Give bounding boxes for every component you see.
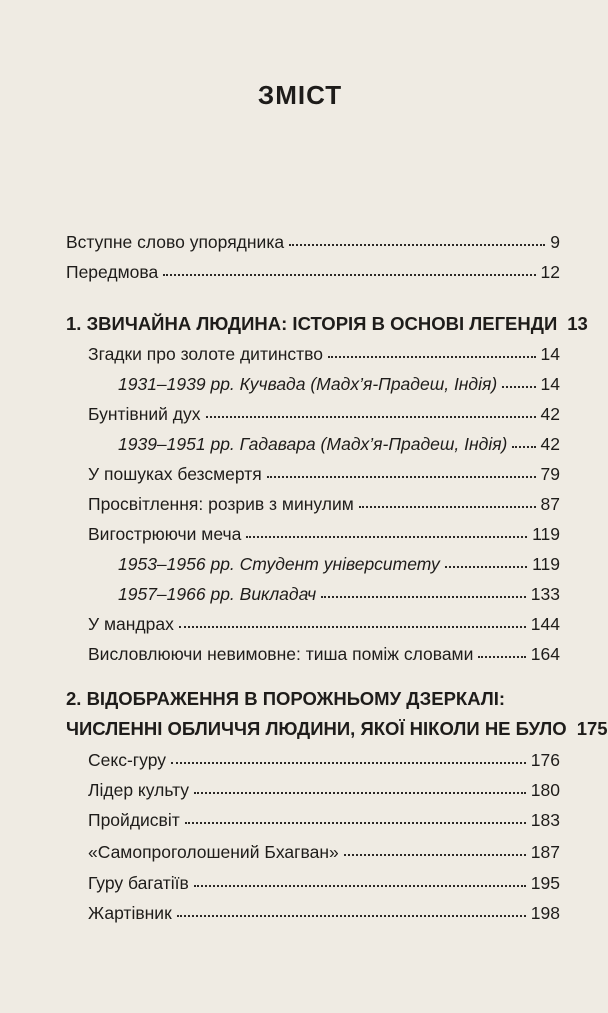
toc-page-number: 187: [530, 842, 560, 862]
leader-dots: [171, 758, 526, 764]
toc-entry-label: Секс-гуру: [88, 750, 167, 770]
toc-entry-label: Пройдисвіт: [88, 810, 180, 830]
toc-entry-label: Гуру багатіїв: [88, 873, 189, 893]
toc-entry[interactable]: [88, 344, 560, 365]
leader-dots: [179, 622, 526, 628]
leader-dots: [359, 502, 536, 508]
leader-dots: [267, 472, 536, 478]
toc-page-number: 14: [540, 344, 560, 364]
toc-entry-label: 1931–1939 рр. Кучвада (Мадх’я-Прадеш, Індія): [118, 374, 498, 394]
toc-page-number: 144: [530, 614, 560, 634]
toc-page-number: 119: [532, 524, 560, 544]
toc-entry-label: Висловлюючи невимовне: тиша поміж словами: [88, 644, 474, 664]
toc-page-number: 198: [530, 903, 560, 923]
toc-entry[interactable]: [88, 842, 560, 863]
toc-page-number: 13: [567, 313, 588, 334]
toc-entry-label: Вигострюючи меча: [88, 524, 242, 544]
toc-entry-label: Передмова: [66, 262, 159, 282]
toc-entry[interactable]: [88, 464, 560, 485]
toc-entry[interactable]: [88, 524, 560, 545]
leader-dots: [289, 240, 545, 246]
toc-entry-label: У пошуках безсмертя: [88, 464, 262, 484]
toc-entry-label: 1939–1951 рр. Гадавара (Мадх’я-Прадеш, Індія): [118, 434, 508, 454]
toc-page-number: 176: [530, 750, 560, 770]
toc-entry-label: Жартівник: [88, 903, 172, 923]
toc-chapter-2[interactable]: [66, 718, 608, 740]
toc-page-number: 14: [540, 374, 560, 394]
toc-chapter-2-line1[interactable]: 2. ВІДОБРАЖЕННЯ В ПОРОЖНЬОМУ ДЗЕРКАЛІ:: [66, 688, 506, 709]
toc-entry[interactable]: [88, 644, 560, 665]
toc-entry[interactable]: [66, 232, 560, 253]
toc-page-number: 87: [540, 494, 560, 514]
toc-entry-label: Бунтівний дух: [88, 404, 201, 424]
toc-entry[interactable]: [66, 262, 560, 283]
toc-chapter-1[interactable]: [66, 313, 588, 335]
toc-page-number: 79: [540, 464, 560, 484]
toc-entry[interactable]: [88, 810, 560, 831]
toc-entry-label: 1. ЗВИЧАЙНА ЛЮДИНА: ІСТОРІЯ В ОСНОВІ ЛЕГЕНДИ: [66, 313, 558, 334]
page-title: ЗМІСТ: [257, 80, 343, 110]
leader-dots: [478, 652, 525, 658]
toc-entry[interactable]: [88, 750, 560, 771]
toc-entry-label: Лідер культу: [88, 780, 190, 800]
toc-entry[interactable]: [88, 873, 560, 894]
leader-dots: [194, 788, 526, 794]
toc-entry[interactable]: [88, 404, 560, 425]
toc-page-number: 119: [532, 554, 560, 574]
toc-entry-label: «Самопроголошений Бхагван»: [88, 842, 339, 862]
leader-dots: [194, 881, 526, 887]
toc-subentry[interactable]: [118, 374, 560, 395]
toc-page-number: 164: [530, 644, 560, 664]
toc-page-number: 133: [530, 584, 560, 604]
toc-subentry[interactable]: [118, 434, 560, 455]
toc-subentry[interactable]: [118, 554, 560, 575]
leader-dots: [246, 532, 527, 538]
toc-entry-label: У мандрах: [88, 614, 174, 634]
toc-page-number: 175: [576, 718, 608, 739]
toc-page-number: 180: [530, 780, 560, 800]
toc-entry[interactable]: [88, 903, 560, 924]
leader-dots: [502, 382, 535, 388]
toc-entry-label: 1953–1956 рр. Студент університету: [118, 554, 440, 574]
leader-dots: [328, 352, 536, 358]
toc-entry-label: Згадки про золоте дитинство: [88, 344, 323, 364]
leader-dots: [445, 562, 527, 568]
leader-dots: [185, 818, 526, 824]
toc-entry[interactable]: [88, 494, 560, 515]
toc-entry[interactable]: [88, 614, 560, 635]
toc-entry-label: Вступне слово упорядника: [66, 232, 285, 252]
leader-dots: [163, 270, 535, 276]
toc-page-number: 183: [530, 810, 560, 830]
toc-page-number: 42: [540, 404, 560, 424]
leader-dots: [177, 911, 526, 917]
toc-entry-label: Просвітлення: розрив з минулим: [88, 494, 354, 514]
toc-entry[interactable]: [88, 780, 560, 801]
toc-page-number: 9: [550, 232, 560, 252]
leader-dots: [344, 850, 526, 856]
toc-entry-label: 1957–1966 рр. Викладач: [118, 584, 317, 604]
leader-dots: [206, 412, 536, 418]
toc-entry-label: ЧИСЛЕННІ ОБЛИЧЧЯ ЛЮДИНИ, ЯКОЇ НІКОЛИ НЕ БУЛО: [66, 718, 567, 739]
toc-page-number: 12: [540, 262, 560, 282]
toc-subentry[interactable]: [118, 584, 560, 605]
toc-page-number: 42: [540, 434, 560, 454]
toc-page-number: 195: [530, 873, 560, 893]
leader-dots: [321, 592, 526, 598]
leader-dots: [512, 442, 535, 448]
